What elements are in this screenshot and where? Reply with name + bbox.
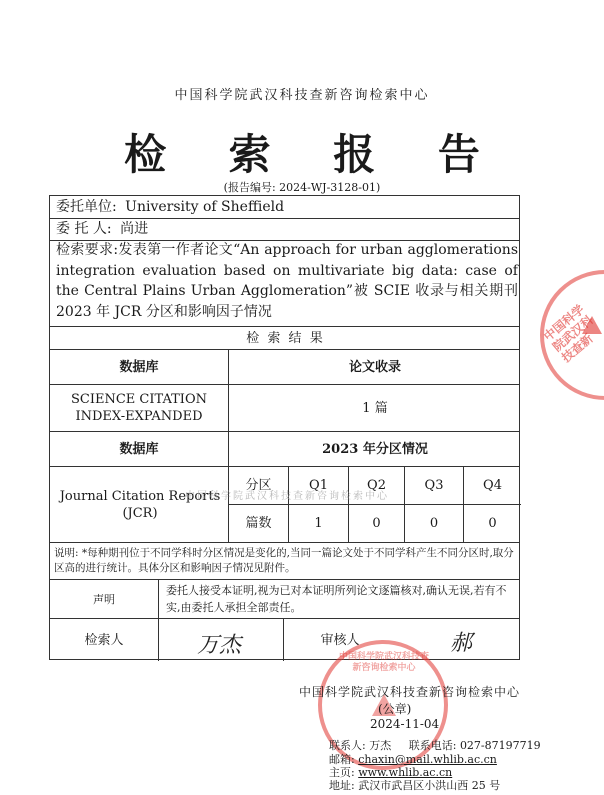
contact-phone: 027-87197719 — [459, 739, 541, 752]
count-q2: 0 — [372, 516, 381, 531]
contact-phone-label: 联系电话: — [408, 739, 457, 752]
stamp-bottom-text: 中国科学院武汉科技查新咨询检索中心 — [338, 652, 429, 673]
requirement-label: 检索要求: — [56, 242, 119, 258]
contact-person: 万杰 — [369, 739, 392, 752]
count-q3: 0 — [429, 516, 439, 531]
contact-address-label: 地址: — [329, 779, 355, 792]
contact-homepage-row — [329, 766, 452, 779]
db-header-2: 数据库 — [119, 441, 159, 457]
contact-email-label: 邮箱: — [329, 753, 355, 766]
inclusion-header: 论文收录 — [348, 359, 401, 375]
divider — [50, 542, 519, 543]
quartile-q4: Q4 — [483, 478, 502, 493]
explanation-note: 说明: *每种期刊位于不同学科时分区情况是变化的,当同一篇论文处于不同学科产生不同分区时,取分区高的进行统计。具体分区和影响因子情况见附件。 — [54, 547, 514, 574]
count-q1: 1 — [314, 516, 323, 531]
quartile-q3: Q3 — [424, 478, 444, 493]
requester-value: 尚进 — [120, 221, 149, 237]
search-requirement — [56, 240, 518, 322]
column-divider — [158, 579, 159, 661]
report-number: (报告编号: 2024-WJ-3128-01) — [223, 181, 381, 194]
stamp-right-text: 中国科学院武汉科技查新 — [541, 302, 596, 366]
document-title: 检 索 报 告 — [124, 130, 504, 179]
requester-row — [56, 219, 148, 239]
results-title: 检 索 结 果 — [246, 330, 325, 346]
requirement-text: 发表第一作者论文“An approach for urban agglomerations integration evaluation based on multivariate big data: case of the Central Plains Urban Agglomeration”被 SCIE 收录与相关期刊 2023 年 JCR 分区和影响因子情况 — [56, 242, 519, 320]
sci-count: 1 篇 — [362, 400, 388, 416]
client-label: 委托单位: — [56, 199, 117, 215]
contact-address-row — [329, 779, 500, 792]
sci-database: SCIENCE CITATION INDEX-EXPANDED — [71, 392, 207, 424]
declaration-text: 委托人接受本证明,视为已对本证明所列论文逐篇核对,确认无误,若有不实,由委托人承担全部责任。 — [166, 584, 507, 614]
seal-organization: 中国科学院武汉科技查新咨询检索中心 — [299, 685, 521, 699]
client-row — [56, 197, 284, 217]
requester-label: 委 托 人: — [56, 221, 112, 237]
jcr-line-1: Journal Citation Reports — [59, 488, 221, 504]
count-label: 篇数 — [245, 516, 272, 531]
contact-address: 武汉市武昌区小洪山西 25 号 — [358, 779, 501, 792]
jcr-database — [54, 467, 226, 542]
contact-person-row — [329, 739, 541, 752]
contact-homepage-label: 主页: — [329, 766, 355, 779]
report-table — [49, 195, 520, 660]
contact-email-row — [329, 753, 497, 766]
star-icon — [582, 316, 602, 334]
db-header: 数据库 — [119, 359, 159, 375]
client-value: University of Sheffield — [125, 199, 285, 215]
reviewer-label: 审核人 — [320, 632, 360, 648]
partition-label: 分区 — [245, 478, 272, 493]
seal-date: 2024-11-04 — [370, 717, 440, 731]
organization-header: 中国科学院武汉科技查新咨询检索中心 — [174, 88, 430, 103]
seal-label: (公章) — [378, 702, 412, 716]
searcher-signature: 万杰 — [197, 633, 242, 658]
quartile-header: 2023 年分区情况 — [322, 441, 428, 457]
jcr-line-2: (JCR) — [122, 505, 158, 521]
column-divider — [283, 618, 284, 661]
contact-homepage-link[interactable]: www.whlib.ac.cn — [358, 766, 453, 779]
quartile-q2: Q2 — [367, 478, 386, 493]
reviewer-signature: 郝 — [450, 631, 473, 656]
quartile-q1: Q1 — [309, 478, 328, 493]
declaration-label: 声明 — [93, 592, 115, 606]
searcher-label: 检索人 — [84, 632, 124, 648]
contact-email-link[interactable]: chaxin@mail.whlib.ac.cn — [358, 753, 497, 766]
watermark-text: 中国科学院武汉科技查新咨询检索中心 — [185, 491, 389, 502]
contact-person-label: 联系人: — [329, 739, 366, 752]
count-q4: 0 — [488, 516, 497, 531]
